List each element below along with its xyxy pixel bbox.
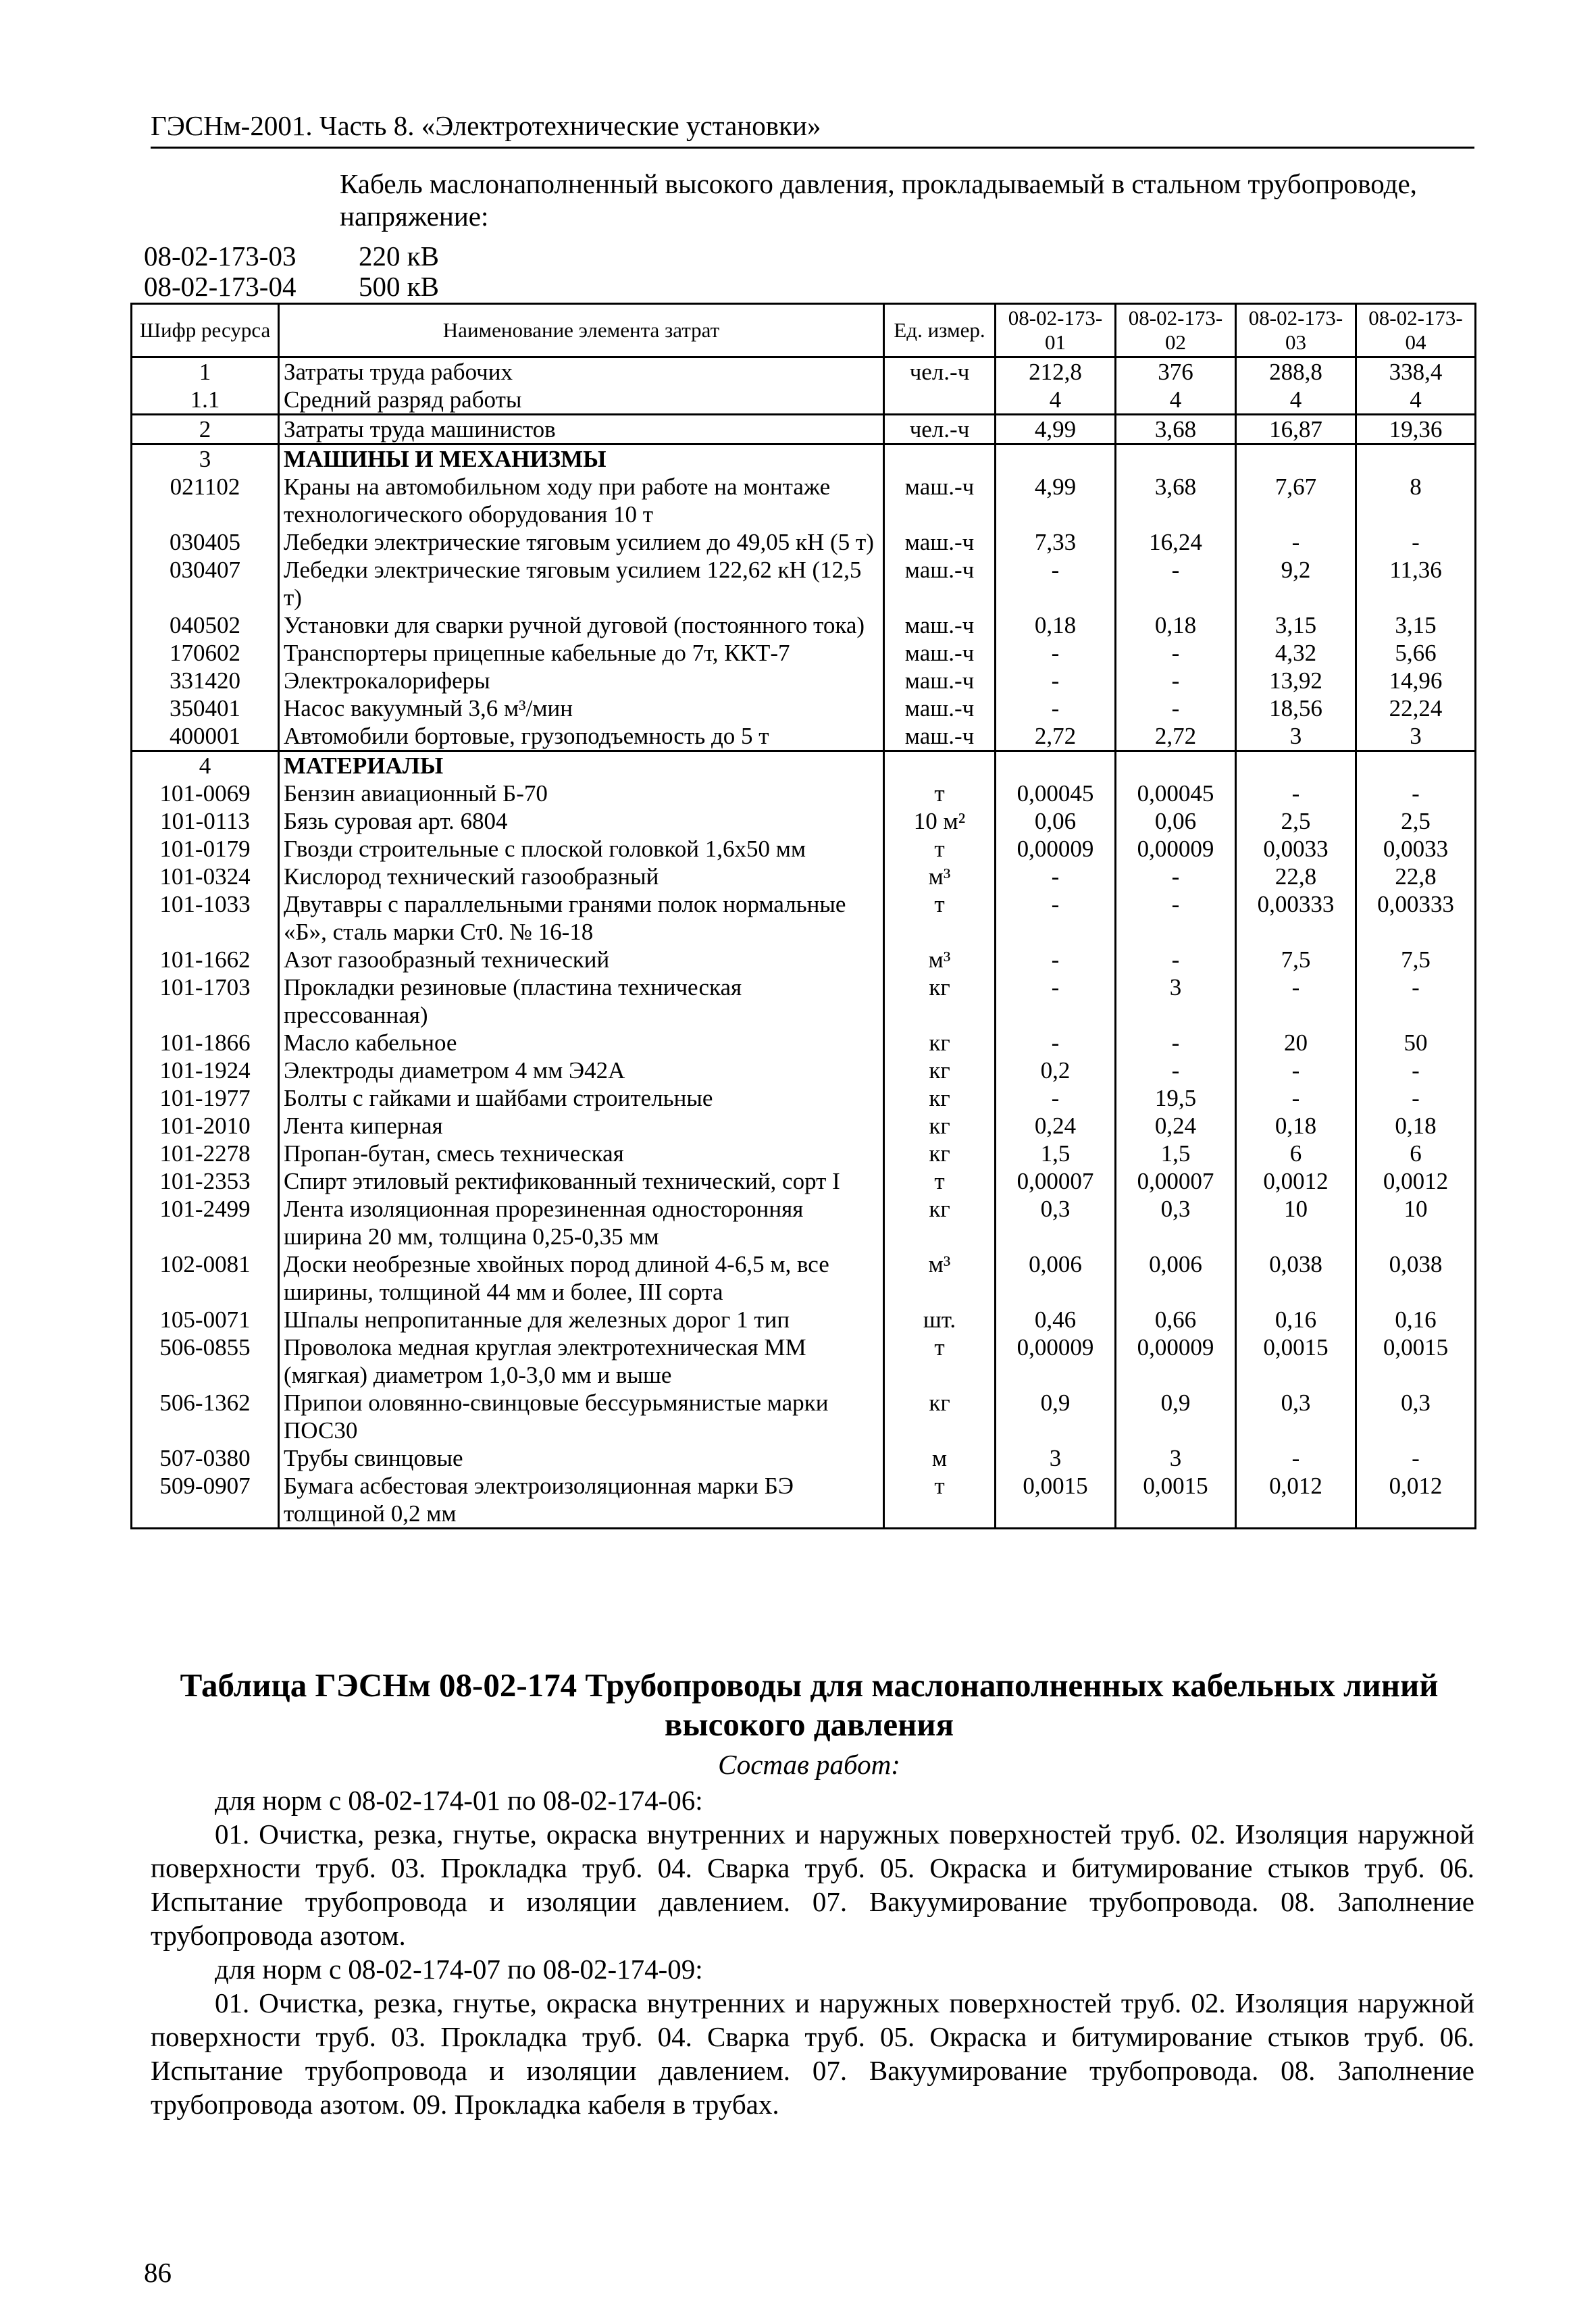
header-col-1: 08-02-173-01 (996, 304, 1116, 357)
cell-code: 101-2499 (132, 1195, 279, 1250)
cell-value: 7,33 (996, 528, 1116, 556)
cell-name: Бензин авиационный Б-70 (279, 780, 884, 807)
cell-code: 331420 (132, 667, 279, 694)
table-row (132, 946, 1476, 973)
cell-unit: кг (884, 1057, 996, 1084)
page-number: 86 (144, 2257, 172, 2288)
cell-code: 021102 (132, 473, 279, 528)
table-row (132, 835, 1476, 863)
cell-unit: маш.-ч (884, 556, 996, 611)
cell-unit: т (884, 780, 996, 807)
cell-value: 0,3 (1356, 1389, 1476, 1444)
table-row (132, 1084, 1476, 1112)
cell-value: 0,2 (996, 1057, 1116, 1084)
table-row (132, 1167, 1476, 1195)
table-row (132, 722, 1476, 751)
cell-value: 212,8 (996, 357, 1116, 386)
cell-value: - (1116, 667, 1236, 694)
cell-value: 0,9 (1116, 1389, 1236, 1444)
cell-value: 10 (1356, 1195, 1476, 1250)
cell-code: 102-0081 (132, 1250, 279, 1306)
cell-code: 101-0113 (132, 807, 279, 835)
cell-value: 4,99 (996, 473, 1116, 528)
cell-value: 0,0015 (1236, 1333, 1356, 1389)
cell-name: Бумага асбестовая электроизоляционная марки БЭ толщиной 0,2 мм (279, 1472, 884, 1529)
cell-value: 19,36 (1356, 415, 1476, 444)
cell-value: 2,72 (1116, 722, 1236, 751)
cell-name: Шпалы непропитанные для железных дорог 1 тип (279, 1306, 884, 1333)
cell-value: - (1236, 1084, 1356, 1112)
cell-code: 101-2278 (132, 1140, 279, 1167)
cell-value: - (1116, 863, 1236, 890)
cell-value: 0,46 (996, 1306, 1116, 1333)
table-row (132, 639, 1476, 667)
cell-code: 400001 (132, 722, 279, 751)
cell-value: 2,5 (1236, 807, 1356, 835)
table-row (132, 473, 1476, 528)
cell-name: Двутавры с параллельными гранями полок нормальные «Б», сталь марки Ст0. № 16-18 (279, 890, 884, 946)
cell-value: - (996, 973, 1116, 1029)
cell-value (1236, 444, 1356, 474)
cell-value: 0,00045 (996, 780, 1116, 807)
cell-code: 101-1977 (132, 1084, 279, 1112)
cell-name: Лента киперная (279, 1112, 884, 1140)
cell-code: 350401 (132, 694, 279, 722)
cell-value: - (1236, 1444, 1356, 1472)
cell-value: 0,0012 (1236, 1167, 1356, 1195)
cell-name: МАШИНЫ И МЕХАНИЗМЫ (279, 444, 884, 474)
cell-value: 0,16 (1236, 1306, 1356, 1333)
cell-value (1116, 751, 1236, 780)
cell-value: 0,18 (1116, 611, 1236, 639)
cell-value: 0,9 (996, 1389, 1116, 1444)
cell-value: 3,68 (1116, 415, 1236, 444)
cell-value: 0,00007 (996, 1167, 1116, 1195)
cell-code: 1 (132, 357, 279, 386)
cell-value: 4,32 (1236, 639, 1356, 667)
cell-unit: кг (884, 973, 996, 1029)
cell-name: Спирт этиловый ректификованный технический, сорт I (279, 1167, 884, 1195)
cell-name: Краны на автомобильном ходу при работе на монтаже технологического оборудования 10 т (279, 473, 884, 528)
cell-value: 14,96 (1356, 667, 1476, 694)
cell-value: 0,00333 (1356, 890, 1476, 946)
cell-name: Электроды диаметром 4 мм Э42А (279, 1057, 884, 1084)
table-row (132, 528, 1476, 556)
table-row (132, 1389, 1476, 1444)
header-unit: Ед. измер. (884, 304, 996, 357)
cell-name: Болты с гайками и шайбами строительные (279, 1084, 884, 1112)
group-text: 01. Очистка, резка, гнутье, окраска внутренних и наружных поверхностей труб. 02. Изоляция наружной поверхности труб. 03. Прокладка труб. 04. Сварка труб. 05. Окраска и битумирование стыков труб. 06. Испытание трубопровода и изоляции давлением. 07. Вакуумирование трубопровода. 08. Заполнение трубопровода азотом. (151, 1819, 1474, 1951)
group-label: для норм с 08-02-174-01 по 08-02-174-06: (215, 1785, 703, 1816)
cell-name: Лебедки электрические тяговым усилием до 49,05 кН (5 т) (279, 528, 884, 556)
table-row (132, 357, 1476, 386)
cell-unit: маш.-ч (884, 722, 996, 751)
cell-unit: т (884, 1472, 996, 1529)
variant-line (144, 240, 1089, 272)
table-row (132, 1057, 1476, 1084)
group-label: для норм с 08-02-174-07 по 08-02-174-09: (215, 1954, 703, 1985)
cell-value: - (996, 863, 1116, 890)
cell-unit: кг (884, 1112, 996, 1140)
cell-value (1356, 444, 1476, 474)
cell-value: 3 (1356, 722, 1476, 751)
header-name: Наименование элемента затрат (279, 304, 884, 357)
cell-code: 030405 (132, 528, 279, 556)
cell-value: 0,00009 (1116, 1333, 1236, 1389)
cell-unit: маш.-ч (884, 611, 996, 639)
cell-name: Пропан-бутан, смесь техническая (279, 1140, 884, 1167)
header-col-2: 08-02-173-02 (1116, 304, 1236, 357)
cell-unit: маш.-ч (884, 639, 996, 667)
cell-value: 22,8 (1236, 863, 1356, 890)
cell-value (996, 751, 1116, 780)
table-row (132, 1112, 1476, 1140)
cell-name: Проволока медная круглая электротехническая ММ (мягкая) диаметром 1,0-3,0 мм и выше (279, 1333, 884, 1389)
cell-code: 105-0071 (132, 1306, 279, 1333)
cell-code: 030407 (132, 556, 279, 611)
table-row (132, 1195, 1476, 1250)
cell-unit: м³ (884, 1250, 996, 1306)
cell-unit: кг (884, 1084, 996, 1112)
variant-value: 500 кВ (359, 271, 440, 302)
cell-value: 13,92 (1236, 667, 1356, 694)
cell-unit: шт. (884, 1306, 996, 1333)
cell-name: Гвозди строительные с плоской головкой 1,6х50 мм (279, 835, 884, 863)
cell-name: Электрокалориферы (279, 667, 884, 694)
cell-value: 0,006 (1116, 1250, 1236, 1306)
cell-unit: кг (884, 1029, 996, 1057)
cell-unit: м (884, 1444, 996, 1472)
cell-value: 8 (1356, 473, 1476, 528)
cell-value: 0,3 (1116, 1195, 1236, 1250)
table-row (132, 1140, 1476, 1167)
cell-unit: чел.-ч (884, 357, 996, 386)
cell-value: 9,2 (1236, 556, 1356, 611)
table-row (132, 667, 1476, 694)
cell-value: 4 (996, 386, 1116, 415)
cell-value: - (1116, 1057, 1236, 1084)
cell-value: 0,00009 (996, 835, 1116, 863)
cell-value: - (996, 1084, 1116, 1112)
cell-unit: маш.-ч (884, 667, 996, 694)
cell-unit: маш.-ч (884, 473, 996, 528)
cell-value: 18,56 (1236, 694, 1356, 722)
cell-value: 7,67 (1236, 473, 1356, 528)
cell-value: 0,006 (996, 1250, 1116, 1306)
cell-value: 3,68 (1116, 473, 1236, 528)
cell-value: 0,18 (1356, 1112, 1476, 1140)
table-row (132, 386, 1476, 415)
cell-value: 22,24 (1356, 694, 1476, 722)
section-subtitle: Состав работ: (718, 1749, 900, 1780)
cell-name: Транспортеры прицепные кабельные до 7т, ККТ-7 (279, 639, 884, 667)
cell-value: 19,5 (1116, 1084, 1236, 1112)
cell-name: Лебедки электрические тяговым усилием 122,62 кН (12,5 т) (279, 556, 884, 611)
variant-value: 220 кВ (359, 240, 440, 272)
table-row (132, 780, 1476, 807)
cell-value: 7,5 (1236, 946, 1356, 973)
cell-name: МАТЕРИАЛЫ (279, 751, 884, 780)
cell-value: 0,00009 (996, 1333, 1116, 1389)
cell-value: - (1116, 1029, 1236, 1057)
cell-code: 101-0324 (132, 863, 279, 890)
cell-unit: кг (884, 1140, 996, 1167)
cell-unit: маш.-ч (884, 528, 996, 556)
cell-code: 101-1866 (132, 1029, 279, 1057)
cell-value (1116, 444, 1236, 474)
cell-code: 4 (132, 751, 279, 780)
cell-value: 0,3 (996, 1195, 1116, 1250)
cell-value: 3 (996, 1444, 1116, 1472)
header-col-4: 08-02-173-04 (1356, 304, 1476, 357)
cell-value: 0,0033 (1236, 835, 1356, 863)
cell-unit: т (884, 890, 996, 946)
cell-value: - (1356, 528, 1476, 556)
cell-value: - (996, 890, 1116, 946)
cell-value: 338,4 (1356, 357, 1476, 386)
cell-value (996, 444, 1116, 474)
cell-value: 0,24 (996, 1112, 1116, 1140)
cell-value: 5,66 (1356, 639, 1476, 667)
cell-code: 3 (132, 444, 279, 474)
header-code: Шифр ресурса (132, 304, 279, 357)
header-rule (151, 147, 1474, 149)
table-row (132, 1029, 1476, 1057)
cell-name: Лента изоляционная прорезиненная односторонняя ширина 20 мм, толщина 0,25-0,35 мм (279, 1195, 884, 1250)
cell-name: Масло кабельное (279, 1029, 884, 1057)
cell-value: - (996, 694, 1116, 722)
table-row (132, 415, 1476, 444)
table-row (132, 1472, 1476, 1529)
cell-value: 2,72 (996, 722, 1116, 751)
page-header: ГЭСНм-2001. Часть 8. «Электротехнические установки» (151, 110, 821, 141)
cell-value: 0,0015 (1116, 1472, 1236, 1529)
cell-value: 0,0033 (1356, 835, 1476, 863)
cell-value: 1,5 (996, 1140, 1116, 1167)
table-row (132, 973, 1476, 1029)
cell-unit: чел.-ч (884, 415, 996, 444)
cell-code: 101-0179 (132, 835, 279, 863)
intro-text: Кабель маслонаполненный высокого давления, прокладываемый в стальном трубопроводе, напряжение: (340, 168, 1417, 232)
cell-name: Бязь суровая арт. 6804 (279, 807, 884, 835)
cell-code: 170602 (132, 639, 279, 667)
cell-unit (884, 444, 996, 474)
cell-name: Насос вакуумный 3,6 м³/мин (279, 694, 884, 722)
cell-unit (884, 751, 996, 780)
table-row (132, 1333, 1476, 1389)
cell-value: 10 (1236, 1195, 1356, 1250)
cell-value: - (1356, 1084, 1476, 1112)
cell-unit: т (884, 1167, 996, 1195)
cell-code: 509-0907 (132, 1472, 279, 1529)
cell-value: 0,18 (1236, 1112, 1356, 1140)
cell-unit: 10 м² (884, 807, 996, 835)
cell-value: 0,0012 (1356, 1167, 1476, 1195)
table-header-row (132, 304, 1476, 357)
cell-unit: т (884, 1333, 996, 1389)
group-text: 01. Очистка, резка, гнутье, окраска внутренних и наружных поверхностей труб. 02. Изоляция наружной поверхности труб. 03. Прокладка труб. 04. Сварка труб. 05. Окраска и битумирование стыков труб. 06. Испытание трубопровода и изоляции давлением. 07. Вакуумирование трубопровода. 08. Заполнение трубопровода азотом. 09. Прокладка кабеля в трубах. (151, 1987, 1474, 2120)
variant-code: 08-02-173-04 (144, 271, 297, 302)
cell-unit: м³ (884, 863, 996, 890)
cell-value: 0,06 (996, 807, 1116, 835)
cell-value: 3,15 (1356, 611, 1476, 639)
cell-unit: маш.-ч (884, 694, 996, 722)
cell-value: 1,5 (1116, 1140, 1236, 1167)
cell-value: 4 (1116, 386, 1236, 415)
cell-code: 506-1362 (132, 1389, 279, 1444)
cell-value: - (1116, 556, 1236, 611)
cell-value: 4 (1236, 386, 1356, 415)
cell-value: - (1356, 780, 1476, 807)
table-row (132, 890, 1476, 946)
cell-code: 101-0069 (132, 780, 279, 807)
cell-value: - (1236, 1057, 1356, 1084)
cell-value: 22,8 (1356, 863, 1476, 890)
cell-value: - (996, 667, 1116, 694)
cell-value: 0,038 (1356, 1250, 1476, 1306)
cell-name: Азот газообразный технический (279, 946, 884, 973)
cell-value: 4 (1356, 386, 1476, 415)
cell-value: 0,0015 (996, 1472, 1116, 1529)
cell-value: 0,06 (1116, 807, 1236, 835)
cell-value: 0,00045 (1116, 780, 1236, 807)
cell-value: 0,00007 (1116, 1167, 1236, 1195)
cell-value: - (996, 556, 1116, 611)
cell-code: 040502 (132, 611, 279, 639)
cell-value: - (1356, 1057, 1476, 1084)
cell-value: 11,36 (1356, 556, 1476, 611)
cell-value: 0,18 (996, 611, 1116, 639)
cell-name: Автомобили бортовые, грузоподъемность до 5 т (279, 722, 884, 751)
cell-name: Доски необрезные хвойных пород длиной 4-6,5 м, все ширины, толщиной 44 мм и более, III сорта (279, 1250, 884, 1306)
cell-value: 376 (1116, 357, 1236, 386)
cell-code: 101-2010 (132, 1112, 279, 1140)
cell-unit: м³ (884, 946, 996, 973)
cell-name: Средний разряд работы (279, 386, 884, 415)
table-row (132, 694, 1476, 722)
cell-code: 506-0855 (132, 1333, 279, 1389)
cell-value: - (1236, 780, 1356, 807)
cell-value: 3 (1116, 1444, 1236, 1472)
table-row (132, 556, 1476, 611)
cell-name: Кислород технический газообразный (279, 863, 884, 890)
table-row (132, 807, 1476, 835)
cell-value (1236, 751, 1356, 780)
cell-value: 0,3 (1236, 1389, 1356, 1444)
table-row (132, 611, 1476, 639)
cell-unit: кг (884, 1195, 996, 1250)
cell-name: Затраты труда рабочих (279, 357, 884, 386)
cell-value: 0,66 (1116, 1306, 1236, 1333)
cell-value: 3 (1236, 722, 1356, 751)
table-row (132, 1444, 1476, 1472)
cell-value: 50 (1356, 1029, 1476, 1057)
cell-value: 0,012 (1356, 1472, 1476, 1529)
cell-name: Установки для сварки ручной дуговой (постоянного тока) (279, 611, 884, 639)
table-row (132, 444, 1476, 474)
table-row (132, 1250, 1476, 1306)
cell-name: Припои оловянно-свинцовые бессурьмянистые марки ПОС30 (279, 1389, 884, 1444)
cell-value: - (996, 946, 1116, 973)
cell-value: 7,5 (1356, 946, 1476, 973)
cell-value: 6 (1236, 1140, 1356, 1167)
cell-value: - (1356, 973, 1476, 1029)
cell-value: 0,0015 (1356, 1333, 1476, 1389)
cell-code: 101-1924 (132, 1057, 279, 1084)
cell-value: 0,16 (1356, 1306, 1476, 1333)
table-row (132, 751, 1476, 780)
cell-value: 0,00333 (1236, 890, 1356, 946)
cell-name: Затраты труда машинистов (279, 415, 884, 444)
cell-value: - (1116, 946, 1236, 973)
cell-value: 20 (1236, 1029, 1356, 1057)
cell-code: 507-0380 (132, 1444, 279, 1472)
cell-name: Прокладки резиновые (пластина техническая прессованная) (279, 973, 884, 1029)
cell-value: 16,87 (1236, 415, 1356, 444)
cell-value: - (996, 639, 1116, 667)
cell-code: 101-1033 (132, 890, 279, 946)
header-col-3: 08-02-173-03 (1236, 304, 1356, 357)
cell-value: - (996, 1029, 1116, 1057)
cell-value: 0,00009 (1116, 835, 1236, 863)
cell-value: 0,012 (1236, 1472, 1356, 1529)
cell-value (1356, 751, 1476, 780)
cell-unit (884, 386, 996, 415)
cell-value: 4,99 (996, 415, 1116, 444)
cell-value: 16,24 (1116, 528, 1236, 556)
cell-code: 2 (132, 415, 279, 444)
table-row (132, 863, 1476, 890)
cell-value: 2,5 (1356, 807, 1476, 835)
cell-value: - (1236, 528, 1356, 556)
cell-code: 101-1703 (132, 973, 279, 1029)
cell-value: 288,8 (1236, 357, 1356, 386)
cell-value: 6 (1356, 1140, 1476, 1167)
variant-code: 08-02-173-03 (144, 240, 297, 272)
cell-unit: кг (884, 1389, 996, 1444)
work-composition (151, 1783, 1474, 2121)
cell-value: - (1116, 694, 1236, 722)
cell-value: - (1116, 639, 1236, 667)
cell-value: - (1236, 973, 1356, 1029)
variant-line (144, 270, 1089, 303)
cell-code: 101-1662 (132, 946, 279, 973)
table-row (132, 1306, 1476, 1333)
resource-table (130, 303, 1476, 1529)
cell-code: 101-2353 (132, 1167, 279, 1195)
cell-value: 3 (1116, 973, 1236, 1029)
cell-value: - (1356, 1444, 1476, 1472)
cell-code: 1.1 (132, 386, 279, 415)
section-title: Таблица ГЭСНм 08-02-174 Трубопроводы для маслонаполненных кабельных линий высокого давления (180, 1667, 1439, 1743)
cell-value: - (1116, 890, 1236, 946)
cell-unit: т (884, 835, 996, 863)
cell-name: Трубы свинцовые (279, 1444, 884, 1472)
cell-value: 3,15 (1236, 611, 1356, 639)
cell-value: 0,24 (1116, 1112, 1236, 1140)
cell-value: 0,038 (1236, 1250, 1356, 1306)
